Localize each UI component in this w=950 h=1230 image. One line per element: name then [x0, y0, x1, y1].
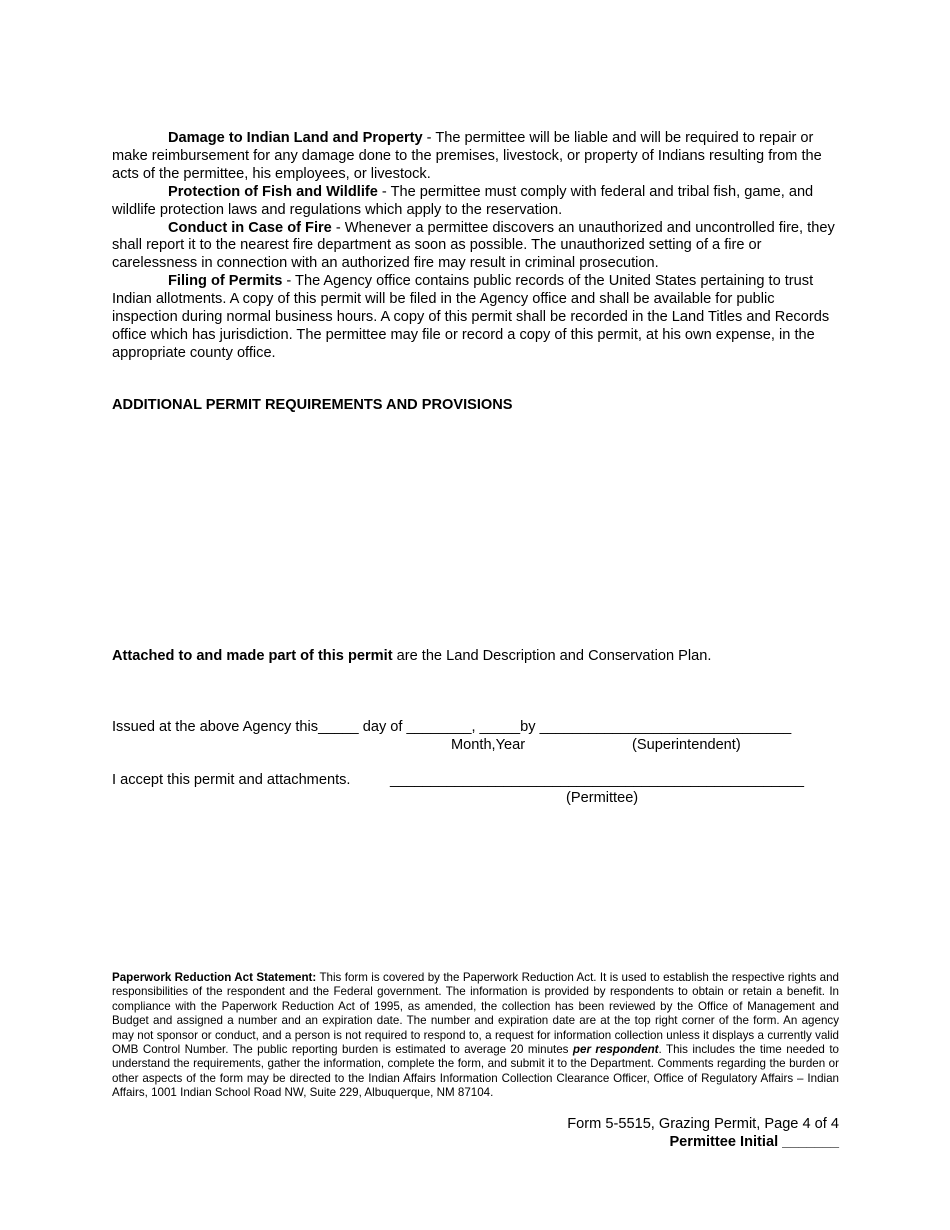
section-text: - The permittee must comply with federal and tribal fish, game, and wildlife protection laws and regulations which apply to the reservation. [112, 183, 814, 218]
section-title: Protection of Fish and Wildlife [168, 183, 378, 200]
filing-section [112, 273, 840, 363]
paperwork-emphasis: per respondent [572, 1043, 659, 1057]
attached-bold: Attached to and made part of this permit [112, 648, 393, 664]
additional-requirements-heading: ADDITIONAL PERMIT REQUIREMENTS AND PROVISIONS [112, 397, 513, 413]
permit-terms [112, 130, 840, 363]
accept-text: I accept this permit and attachments. [112, 772, 351, 788]
month-year-caption: Month,Year [451, 737, 526, 753]
permittee-initial[interactable]: Permittee Initial _______ [669, 1134, 839, 1150]
issued-line[interactable]: Issued at the above Agency this_____ day of ________, _____by _______________________________ [112, 719, 792, 735]
fire-section [112, 220, 840, 274]
attached-statement [112, 648, 711, 664]
paperwork-reduction-statement [112, 971, 839, 1101]
section-title: Filing of Permits [168, 273, 283, 290]
paperwork-text: This form is covered by the Paperwork Reduction Act. It is used to establish the respective rights and responsibilities of the respondent and the Federal government. The information is provided by respondents to obtain or retain a benefit. In compliance with the Paperwork Reduction Act of 1995, as amended, the collection has been reviewed by the Office of Management and Budget and assigned a number and an expiration date. The number and expiration date are at the top right corner of the form. An agency may not sponsor or conduct, and a person is not required to respond to, a request for information collection unless it displays a currently valid OMB Control Number. The public reporting burden is estimated to average 20 minutes [112, 971, 840, 1057]
form-number: Form 5-5515, Grazing Permit, Page 4 of 4 [567, 1116, 839, 1132]
permittee-caption: (Permittee) [566, 790, 639, 806]
damage-section [112, 130, 840, 184]
section-title: Conduct in Case of Fire [168, 219, 332, 236]
section-text: - The permittee will be liable and will be required to repair or make reimbursement for any damage done to the premises, livestock, or property of Indians resulting from the acts of the permittee, his employees, or livestock. [112, 130, 822, 182]
section-title: Damage to Indian Land and Property [168, 130, 423, 146]
section-text: - The Agency office contains public records of the United States pertaining to trust Indian allotments. A copy of this permit will be filed in the Agency office and shall be available for public inspection during normal business hours. A copy of this permit shall be recorded in the Land Titles and Records office which has jurisdiction. The permittee may file or record a copy of this permit, at his own expense, in the appropriate county office. [112, 273, 830, 361]
superintendent-caption: (Superintendent) [632, 737, 741, 753]
permittee-signature-line[interactable]: ___________________________________________________ [390, 772, 804, 788]
paperwork-text-continued: . This includes the time needed to understand the requirements, gather the information, complete the form, and submit it to the Department. Comments regarding the burden or other aspects of the form may be directed to the Indian Affairs Information Collection Clearance Officer, Office of Regulatory Affairs – Indian Affairs, 1001 Indian School Road NW, Suite 229, Albuquerque, NM 87104. [112, 1043, 839, 1100]
attached-rest: are the Land Description and Conservation Plan. [392, 648, 712, 664]
section-text: - Whenever a permittee discovers an unauthorized and uncontrolled fire, they shall report it to the nearest fire department as soon as possible. The unauthorized setting of a fire or carelessness in connection with an authorized fire may result in criminal prosecution. [112, 219, 835, 272]
paperwork-label: Paperwork Reduction Act Statement: [112, 971, 317, 984]
wildlife-section [112, 184, 840, 220]
